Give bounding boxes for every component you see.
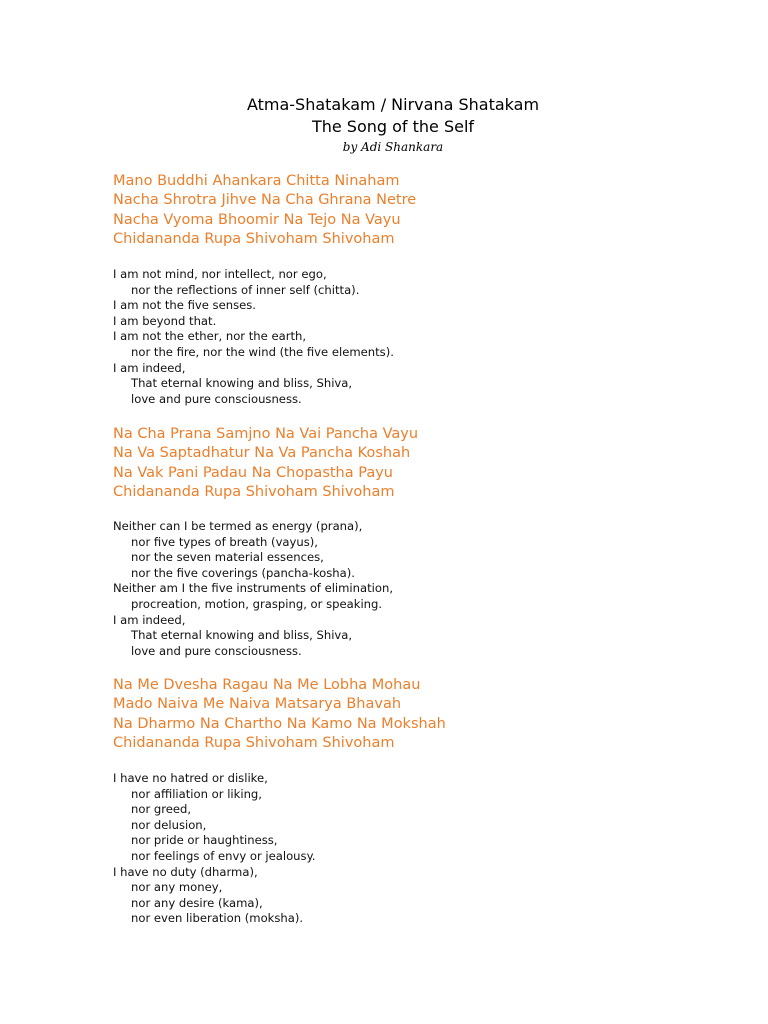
translation-line: nor the five coverings (pancha-kosha). — [131, 565, 355, 580]
translation-line: nor pride or haughtiness, — [131, 833, 278, 848]
translation-line: nor delusion, — [131, 817, 207, 832]
translation-line: I am not the ether, nor the earth, — [113, 329, 307, 344]
verse-line: Nacha Shrotra Jihve Na Cha Ghrana Netre — [113, 192, 417, 209]
verse-line: Chidananda Rupa Shivoham Shivoham — [113, 483, 395, 500]
translation-line: I am not the five senses. — [113, 298, 256, 313]
translation-line: nor the seven material essences, — [131, 550, 324, 565]
verse-line: Nacha Vyoma Bhoomir Na Tejo Na Vayu — [113, 211, 401, 228]
translation-line: nor feelings of envy or jealousy. — [131, 848, 316, 863]
translation-line: nor even liberation (moksha). — [131, 911, 304, 926]
verse-line: Na Dharmo Na Chartho Na Kamo Na Mokshah — [113, 715, 446, 732]
translation-line: procreation, motion, grasping, or speaking. — [131, 596, 383, 611]
verse-line: Mano Buddhi Ahankara Chitta Ninaham — [113, 173, 400, 189]
verse-line: Chidananda Rupa Shivoham Shivoham — [113, 230, 395, 247]
verse-line: Na Vak Pani Padau Na Chopastha Payu — [113, 464, 393, 481]
translation-line: nor greed, — [131, 802, 192, 817]
verse-line: Chidananda Rupa Shivoham Shivoham — [113, 734, 395, 751]
translation-line: nor the reflections of inner self (chitta). — [131, 282, 360, 297]
translation-line: nor any desire (kama), — [131, 895, 263, 910]
translation-line: That eternal knowing and bliss, Shiva, — [131, 376, 353, 391]
stanza-2-verse — [113, 425, 418, 502]
translation-line: nor any money, — [131, 880, 223, 895]
translation-line: I have no duty (dharma), — [113, 864, 258, 879]
document-header — [0, 94, 768, 155]
translation-line: Neither am I the five instruments of elimination, — [113, 581, 393, 596]
translation-line: nor five types of breath (vayus), — [131, 534, 318, 549]
translation-line: nor affiliation or liking, — [131, 786, 262, 801]
translation-line: I am not mind, nor intellect, nor ego, — [113, 267, 327, 281]
translation-line: I have no hatred or dislike, — [113, 771, 268, 785]
stanza-1-translation — [113, 267, 394, 407]
stanza-1-verse — [113, 172, 416, 249]
stanza-3-verse — [113, 676, 446, 753]
stanza-2-translation — [113, 519, 393, 659]
translation-line: nor the fire, nor the wind (the five elements). — [131, 344, 394, 359]
document-subtitle: The Song of the Self — [311, 117, 475, 136]
verse-line: Na Me Dvesha Ragau Na Me Lobha Mohau — [113, 677, 421, 693]
stanza-3-translation — [113, 771, 315, 927]
translation-line: I am indeed, — [113, 360, 186, 375]
translation-line: I am beyond that. — [113, 313, 217, 328]
translation-line: That eternal knowing and bliss, Shiva, — [131, 628, 353, 643]
translation-line: love and pure consciousness. — [131, 643, 302, 658]
document-title: Atma-Shatakam / Nirvana Shatakam — [246, 95, 540, 114]
verse-line: Na Va Saptadhatur Na Va Pancha Koshah — [113, 445, 411, 462]
verse-line: Na Cha Prana Samjno Na Vai Pancha Vayu — [113, 426, 419, 442]
document-byline: by Adi Shankara — [342, 140, 444, 154]
translation-line: I am indeed, — [113, 612, 186, 627]
verse-line: Mado Naiva Me Naiva Matsarya Bhavah — [113, 696, 402, 713]
translation-line: love and pure consciousness. — [131, 391, 302, 406]
translation-line: Neither can I be termed as energy (prana), — [113, 519, 363, 533]
